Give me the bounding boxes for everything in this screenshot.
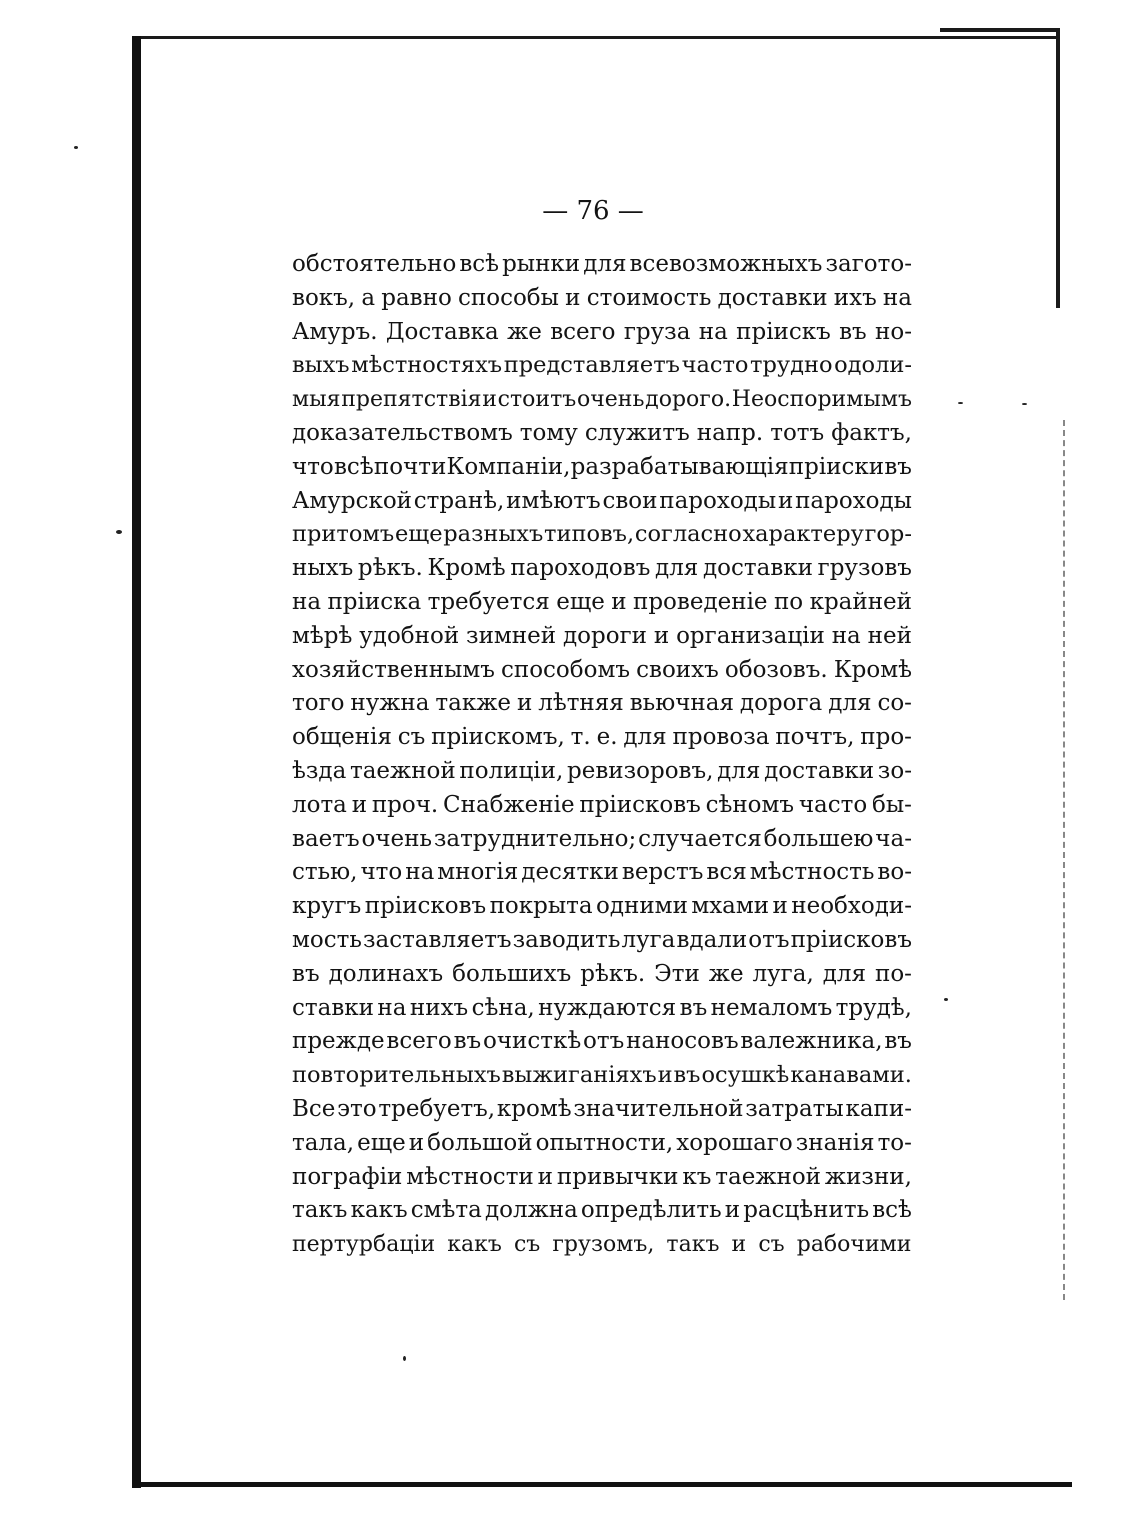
text-word: канавами. xyxy=(790,1062,912,1089)
text-word: такъ xyxy=(292,1197,348,1224)
page-number: — 76 — xyxy=(542,196,644,226)
text-word: затраты xyxy=(745,1095,844,1122)
text-line xyxy=(292,349,912,383)
text-word: пароходы xyxy=(659,487,777,514)
text-word: для xyxy=(717,757,761,784)
text-word: же xyxy=(708,960,744,987)
text-word: Кромѣ xyxy=(427,555,506,582)
text-word: способомъ xyxy=(500,656,630,683)
text-line xyxy=(292,823,912,857)
text-word: для xyxy=(583,251,627,277)
text-word: валежника, xyxy=(740,1028,883,1055)
text-word: своихъ xyxy=(636,656,719,683)
text-word: расцѣнить xyxy=(743,1197,870,1224)
text-word: доставки xyxy=(764,757,875,784)
text-word: затруднительно; xyxy=(433,825,637,852)
text-word: для xyxy=(828,690,872,717)
text-word: къ xyxy=(682,1163,712,1190)
text-word: на xyxy=(698,318,728,345)
text-word: для xyxy=(655,555,699,582)
text-word: обозовъ. xyxy=(724,656,828,683)
text-word: Неоспоримымъ xyxy=(731,387,912,413)
text-word: грузовъ xyxy=(817,555,912,582)
text-word: и xyxy=(516,690,533,717)
text-word: полиціи, xyxy=(459,757,564,784)
text-word: кромѣ xyxy=(496,1095,572,1122)
text-word: и xyxy=(653,622,670,649)
text-word: такъ xyxy=(666,1232,720,1258)
text-word: напр. xyxy=(696,419,764,446)
text-word: сѣна, xyxy=(471,994,535,1021)
text-word: провоза xyxy=(672,724,770,751)
text-word: десятки xyxy=(521,859,619,886)
scan-speck xyxy=(958,402,963,404)
text-word: долинахъ xyxy=(328,960,444,987)
text-word: луга, xyxy=(752,960,814,987)
text-word: представляетъ xyxy=(503,352,680,379)
text-word: проведеніе xyxy=(633,588,768,615)
text-word: таежной xyxy=(715,1163,822,1190)
frame-bottom-border xyxy=(132,1482,1072,1487)
text-word: и xyxy=(611,588,627,615)
text-line xyxy=(292,687,912,721)
text-word: въ xyxy=(292,960,320,987)
text-word: разныхъ xyxy=(443,521,544,548)
text-word: дорого. xyxy=(645,387,732,413)
text-word: всѣ xyxy=(333,453,374,480)
text-word: случается xyxy=(638,825,762,852)
text-word: загото- xyxy=(825,251,912,277)
text-word: зимней xyxy=(466,622,557,649)
text-word: трудѣ, xyxy=(835,994,912,1021)
text-word: лѣтняя xyxy=(538,690,624,717)
text-word: зо- xyxy=(877,757,912,784)
text-word: всѣ xyxy=(872,1197,912,1224)
text-word: луга xyxy=(621,926,676,953)
text-word: еще xyxy=(556,588,605,615)
text-word: Доставка xyxy=(385,318,499,345)
text-word: Все xyxy=(292,1095,336,1122)
text-line xyxy=(292,1228,912,1262)
text-word: ставки xyxy=(292,994,374,1021)
text-word: прежде xyxy=(292,1028,385,1055)
text-word: мѣстностяхъ xyxy=(351,352,503,379)
text-word: выхъ xyxy=(292,352,350,379)
text-line xyxy=(292,417,912,451)
text-word: очисткѣ xyxy=(482,1028,582,1055)
text-word: гор- xyxy=(864,521,912,548)
text-word: пертурбаціи xyxy=(292,1232,436,1258)
text-word: стью, xyxy=(292,859,358,886)
text-line xyxy=(292,789,912,823)
text-word: отъ xyxy=(748,926,790,953)
text-word: очень xyxy=(361,825,432,852)
text-word: пріискъ xyxy=(736,318,831,345)
text-word: рѣкъ. xyxy=(357,555,423,582)
text-word: Эти xyxy=(654,960,700,987)
text-word: осушкѣ xyxy=(701,1062,790,1089)
text-word: доказательствомъ xyxy=(292,419,513,446)
text-word: жизни, xyxy=(824,1163,912,1190)
text-line xyxy=(292,1025,912,1059)
text-word: на xyxy=(882,284,912,311)
text-word: очень xyxy=(576,387,645,413)
text-word: служитъ xyxy=(584,419,690,446)
text-line xyxy=(292,1194,912,1228)
text-word: согласно xyxy=(634,521,742,548)
text-word: про- xyxy=(860,724,912,751)
text-word: е. xyxy=(596,724,618,751)
text-word: кругъ xyxy=(292,893,362,920)
text-word: организаціи xyxy=(676,622,825,649)
text-word: на xyxy=(831,622,861,649)
text-word: вся xyxy=(706,859,747,886)
text-line xyxy=(292,755,912,789)
text-word: еще xyxy=(357,1129,406,1156)
text-line xyxy=(292,248,912,282)
text-word: съ xyxy=(513,1232,541,1258)
text-word: Амуръ. xyxy=(292,318,378,345)
text-word: т. xyxy=(570,724,591,751)
text-word: разрабатывающія xyxy=(570,453,789,480)
text-word: въ xyxy=(453,1028,482,1055)
text-word: того xyxy=(292,690,345,717)
text-word: и xyxy=(351,791,368,818)
text-word: сѣномъ xyxy=(705,791,795,818)
text-word: вокъ, xyxy=(292,284,356,311)
text-word: странѣ, xyxy=(413,487,505,514)
text-word: немаломъ xyxy=(710,994,833,1021)
text-word: опредѣлить xyxy=(580,1197,722,1224)
text-word: бы- xyxy=(871,791,912,818)
text-word: одоли- xyxy=(834,352,912,379)
frame-left-border xyxy=(132,36,141,1488)
text-word: препятствія xyxy=(341,387,482,413)
text-word: требуетъ, xyxy=(378,1095,496,1122)
text-word: стоитъ xyxy=(497,387,577,413)
text-word: пріисковъ xyxy=(579,791,701,818)
text-line xyxy=(292,1161,912,1195)
text-word: и xyxy=(772,893,788,920)
text-word: пріискомъ, xyxy=(431,724,565,751)
text-word: хорошаго xyxy=(676,1129,793,1156)
text-word: для xyxy=(822,960,867,987)
text-word: рынки xyxy=(502,251,581,277)
text-word: что xyxy=(360,859,403,886)
text-word: то- xyxy=(877,1129,912,1156)
text-word: въ xyxy=(679,994,708,1021)
text-word: по- xyxy=(874,960,912,987)
text-word: капи- xyxy=(845,1095,912,1122)
text-word: и xyxy=(731,1232,747,1258)
scan-speck xyxy=(944,998,948,1001)
text-word: вдали xyxy=(676,926,748,953)
text-line xyxy=(292,586,912,620)
frame-top-right-border xyxy=(940,28,1060,32)
text-line xyxy=(292,518,912,552)
text-line xyxy=(292,654,912,688)
text-word: покрыта xyxy=(489,893,593,920)
text-line xyxy=(292,856,912,890)
text-word: а xyxy=(361,284,376,311)
text-word: таежной xyxy=(349,757,456,784)
text-word: съ xyxy=(758,1232,785,1258)
scan-speck xyxy=(74,146,78,149)
text-line xyxy=(292,383,912,417)
scan-speck xyxy=(1022,403,1027,405)
text-word: пріисковъ xyxy=(364,893,487,920)
text-word: на xyxy=(292,588,322,615)
text-word: Снабженіе xyxy=(443,791,575,818)
text-word: смѣта xyxy=(410,1197,482,1224)
text-word: знанія xyxy=(795,1129,875,1156)
text-word: обстоятельно xyxy=(292,251,457,277)
text-word: одними xyxy=(596,893,688,920)
text-word: пароходовъ xyxy=(510,555,651,582)
text-word: что xyxy=(292,453,334,480)
text-word: рѣкъ. xyxy=(580,960,646,987)
text-word: доставки xyxy=(703,555,813,582)
text-word: проч. xyxy=(371,791,439,818)
text-word: равно xyxy=(381,284,452,311)
text-word: мѣстность xyxy=(749,859,875,886)
text-word: мѣрѣ xyxy=(292,622,353,649)
text-word: типовъ, xyxy=(544,521,635,548)
text-word: лота xyxy=(292,791,347,818)
text-word: въ xyxy=(884,453,912,480)
text-word: Компаніи, xyxy=(446,453,571,480)
text-word: еще xyxy=(394,521,443,548)
text-word: по xyxy=(773,588,804,615)
text-word: для xyxy=(623,724,667,751)
text-word: и xyxy=(657,1062,673,1089)
text-word: почти xyxy=(373,453,447,480)
text-word: заставляетъ xyxy=(362,926,512,953)
text-word: также xyxy=(435,690,511,717)
frame-top-border xyxy=(132,36,1060,39)
text-word: тому xyxy=(519,419,578,446)
text-word: и xyxy=(537,1163,553,1190)
text-word: и xyxy=(777,487,794,514)
text-word: притомъ xyxy=(292,521,395,548)
text-word: ѣзда xyxy=(292,757,347,784)
text-line xyxy=(292,316,912,350)
text-word: и xyxy=(565,284,581,311)
text-word: нихъ xyxy=(409,994,469,1021)
text-word: груза xyxy=(623,318,691,345)
text-word: какъ xyxy=(350,1197,408,1224)
text-word: большею xyxy=(763,825,874,852)
text-word: пароходы xyxy=(795,487,912,514)
text-line xyxy=(292,958,912,992)
text-word: заводить xyxy=(512,926,621,953)
text-line xyxy=(292,721,912,755)
text-word: необходи- xyxy=(791,893,912,920)
text-word: мость xyxy=(292,926,362,953)
text-word: въ xyxy=(884,1028,912,1055)
text-word: требуется xyxy=(427,588,550,615)
text-word: мѣстности xyxy=(406,1163,534,1190)
text-word: всѣ xyxy=(459,251,500,277)
text-word: дороги xyxy=(562,622,647,649)
text-word: какъ xyxy=(447,1232,502,1258)
text-word: часто xyxy=(681,352,749,379)
text-word: во- xyxy=(877,859,912,886)
text-word: большой xyxy=(427,1129,533,1156)
text-line xyxy=(292,992,912,1026)
text-line xyxy=(292,924,912,958)
text-word: на xyxy=(377,994,407,1021)
text-word: и xyxy=(408,1129,425,1156)
text-word: всего xyxy=(386,1028,452,1055)
text-line xyxy=(292,451,912,485)
text-word: нужна xyxy=(350,690,430,717)
text-word: ихъ xyxy=(833,284,877,311)
text-word: повторительныхъ xyxy=(292,1062,501,1089)
text-word: пріиска xyxy=(327,588,422,615)
text-line xyxy=(292,282,912,316)
text-word: мыя xyxy=(292,387,341,413)
text-word: но- xyxy=(875,318,912,345)
text-line xyxy=(292,1059,912,1093)
text-word: наносовъ xyxy=(626,1028,739,1055)
text-line xyxy=(292,485,912,519)
text-word: большихъ xyxy=(452,960,572,987)
scan-speck xyxy=(403,1356,406,1361)
text-word: Кромѣ xyxy=(833,656,912,683)
text-line xyxy=(292,620,912,654)
text-word: Амурской xyxy=(292,487,412,514)
text-word: свои xyxy=(602,487,658,514)
text-word: тотъ xyxy=(770,419,825,446)
text-word: выжиганіяхъ xyxy=(501,1062,657,1089)
text-word: ча- xyxy=(875,825,912,852)
scan-speck xyxy=(116,530,122,534)
text-word: фактъ, xyxy=(831,419,912,446)
text-word: въ xyxy=(673,1062,701,1089)
text-word: ревизоровъ, xyxy=(566,757,714,784)
text-word: опытности, xyxy=(535,1129,674,1156)
text-word: часто xyxy=(798,791,868,818)
text-word: почтъ, xyxy=(775,724,855,751)
text-word: характеру xyxy=(742,521,864,548)
text-word: отъ xyxy=(583,1028,625,1055)
text-word: значительной xyxy=(573,1095,744,1122)
text-word: имѣютъ xyxy=(506,487,601,514)
text-word: на xyxy=(405,859,435,886)
text-word: съ xyxy=(397,724,426,751)
text-word: дорога xyxy=(739,690,823,717)
text-line xyxy=(292,552,912,586)
text-word: должна xyxy=(484,1197,578,1224)
text-word: хозяйственнымъ xyxy=(292,656,495,683)
text-word: стоимость xyxy=(586,284,712,311)
body-text xyxy=(292,248,912,1262)
text-word: удобной xyxy=(359,622,460,649)
text-word: ней xyxy=(867,622,912,649)
text-word: крайней xyxy=(809,588,912,615)
text-line xyxy=(292,1093,912,1127)
text-line xyxy=(292,890,912,924)
text-line xyxy=(292,1127,912,1161)
text-word: доставки xyxy=(717,284,828,311)
text-word: въ xyxy=(839,318,867,345)
text-word: это xyxy=(337,1095,377,1122)
text-word: нуждаются xyxy=(538,994,677,1021)
text-word: всевозможныхъ xyxy=(629,251,823,277)
text-word: и xyxy=(724,1197,741,1224)
text-word: рабочими xyxy=(796,1232,912,1258)
text-word: пографіи xyxy=(292,1163,403,1190)
text-word: со- xyxy=(877,690,912,717)
frame-right-border xyxy=(1056,28,1060,308)
text-word: трудно xyxy=(750,352,833,379)
text-word: верстъ xyxy=(621,859,704,886)
text-word: же xyxy=(507,318,542,345)
text-word: общенія xyxy=(292,724,392,751)
text-word: многія xyxy=(437,859,519,886)
text-word: всего xyxy=(550,318,616,345)
text-word: грузомъ, xyxy=(552,1232,655,1258)
text-word: мхами xyxy=(691,893,770,920)
text-word: и xyxy=(482,387,497,413)
text-word: вьючная xyxy=(629,690,734,717)
text-word: способы xyxy=(458,284,559,311)
text-word: ваетъ xyxy=(292,825,360,852)
text-word: пріиски xyxy=(788,453,885,480)
text-word: ныхъ xyxy=(292,555,354,582)
text-word: пріисковъ xyxy=(790,926,912,953)
text-word: тала, xyxy=(292,1129,355,1156)
frame-right-dotted-border xyxy=(1063,420,1068,1300)
text-word: привычки xyxy=(556,1163,679,1190)
